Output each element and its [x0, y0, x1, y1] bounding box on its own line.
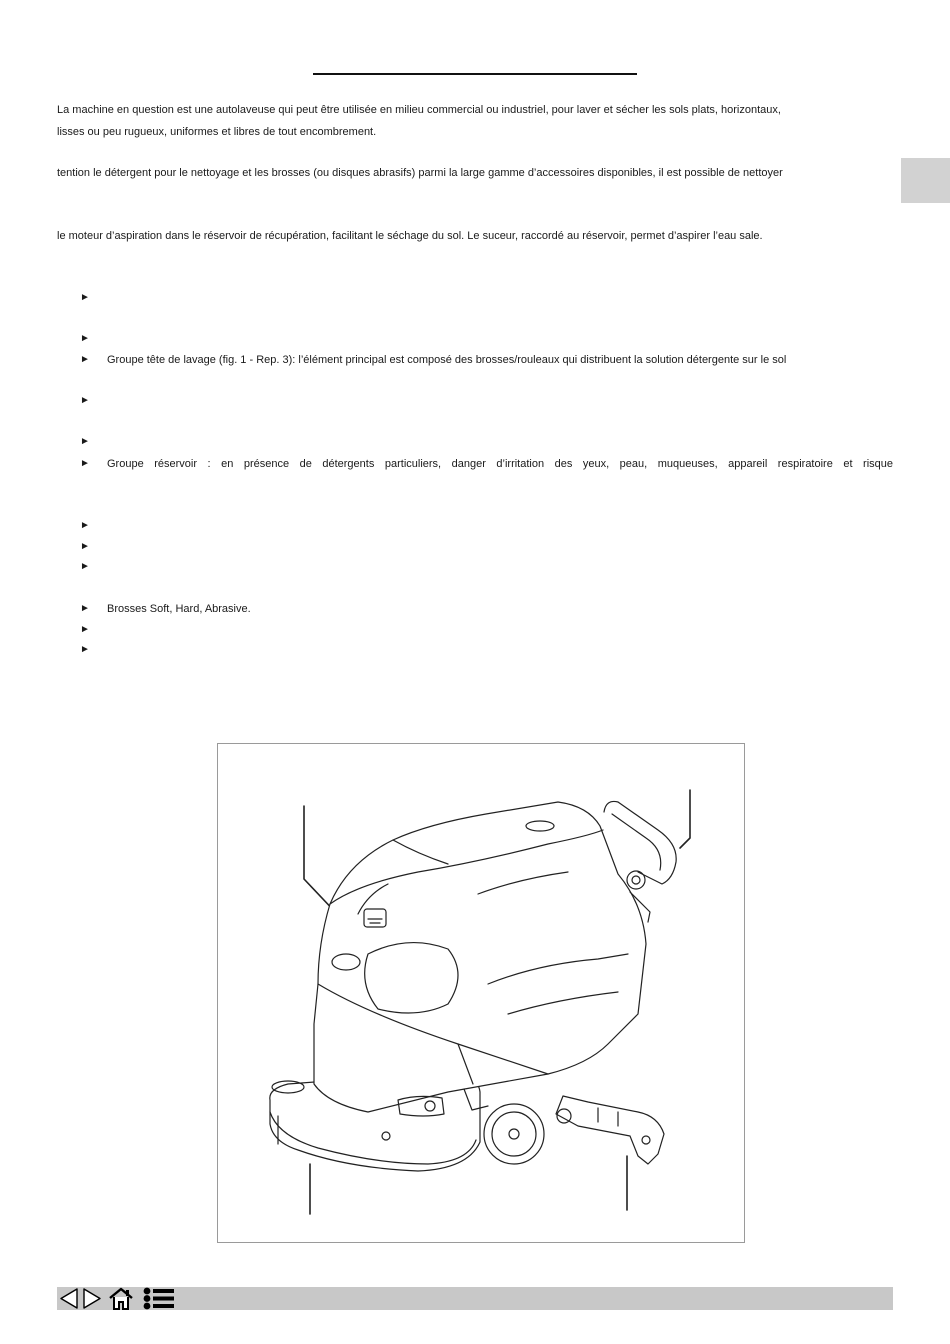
bullet-text-washing-head: Groupe tête de lavage (fig. 1 - Rep. 3): l’élément principal est composé des brosses/rouleaux qui distribuent la solution détergente sur le sol	[107, 354, 787, 366]
detergent-paragraph-line: tention le détergent pour le nettoyage et les brosses (ou disques abrasifs) parmi la large gamme d’accessoires disponibles, il est possible de nettoyer	[57, 167, 783, 179]
suction-paragraph-line: le moteur d’aspiration dans le réservoir de récupération, facilitant le séchage du sol. Le suceur, raccordé au réservoir, permet d’aspirer l’eau sale.	[57, 230, 763, 242]
prev-page-icon[interactable]	[58, 1287, 80, 1310]
home-icon[interactable]	[108, 1287, 134, 1310]
language-side-tab	[901, 158, 950, 203]
bullet-marker: ►	[80, 292, 90, 303]
title-underline	[313, 73, 637, 75]
bullet-marker: ►	[80, 561, 90, 572]
bullet-marker: ►	[80, 624, 90, 635]
bullet-marker: ►	[80, 354, 90, 365]
figure-frame	[217, 743, 745, 1243]
rear-wheel	[484, 1104, 544, 1164]
bullet-marker: ►	[80, 603, 90, 614]
intro-paragraph-line-1: La machine en question est une autolaveuse qui peut être utilisée en milieu commercial ou industriel, pour laver et sécher les sols plats, horizontaux,	[57, 104, 781, 116]
bullet-marker: ►	[80, 395, 90, 406]
squeegee-assembly	[556, 1096, 664, 1164]
bullet-marker: ►	[80, 436, 90, 447]
bullet-text-tank-group: Groupe réservoir : en présence de détergents particuliers, danger d’irritation des yeux, peau, muqueuses, appareil respiratoire et risque	[107, 458, 893, 470]
bullet-text-brushes: Brosses Soft, Hard, Abrasive.	[107, 603, 251, 615]
bullet-marker: ►	[80, 520, 90, 531]
bullet-marker: ►	[80, 644, 90, 655]
bullet-marker: ►	[80, 458, 90, 469]
machine-body	[314, 802, 646, 1112]
contents-list-icon[interactable]	[142, 1287, 176, 1310]
floor-scrubber-illustration	[218, 744, 744, 1242]
next-page-icon[interactable]	[81, 1287, 103, 1310]
footer-navigation-bar	[57, 1287, 893, 1310]
bullet-marker: ►	[80, 541, 90, 552]
intro-paragraph-line-2: lisses ou peu rugueux, uniformes et libres de tout encombrement.	[57, 126, 377, 138]
bullet-marker: ►	[80, 333, 90, 344]
